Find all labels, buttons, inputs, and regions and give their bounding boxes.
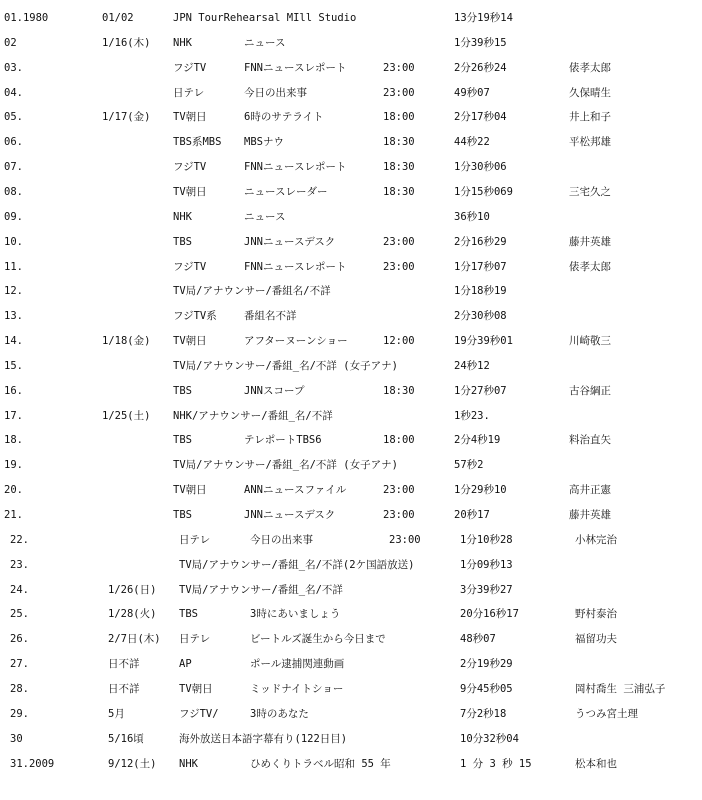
row-duration: 20秒17	[454, 509, 490, 521]
row-channel: フジTV	[173, 161, 207, 174]
table-row	[6, 702, 702, 726]
row-program: ニュース	[244, 210, 286, 223]
row-number: 07.	[4, 161, 23, 174]
row-program: ミッドナイトショー	[250, 682, 344, 695]
row-channel: TBS	[173, 384, 192, 397]
table-row	[6, 602, 702, 626]
row-duration: 13分19秒14	[454, 12, 513, 24]
row-duration: 1分15秒069	[454, 185, 513, 198]
row-duration: 24秒12	[454, 359, 490, 372]
row-number: 25.	[10, 608, 29, 621]
row-program: ビートルズ誕生から今日まで	[250, 633, 386, 646]
table-row	[0, 81, 702, 105]
table-row	[0, 428, 702, 452]
row-channel: TBS系MBS	[173, 136, 222, 149]
table-row	[0, 255, 702, 279]
table-row	[6, 553, 702, 577]
row-time: 23:00	[383, 260, 415, 273]
row-number: 11.	[4, 260, 23, 273]
row-duration: 1 分 3 秒 15	[460, 757, 532, 770]
row-number: 03.	[4, 61, 23, 74]
row-date: 2/7日(木)	[108, 633, 161, 646]
row-program: アフターヌーンショー	[244, 335, 348, 348]
row-duration: 2分30秒08	[454, 310, 507, 323]
row-date: 1/26(日)	[108, 583, 157, 596]
row-program: 6時のサテライト	[244, 111, 324, 124]
row-channel: TV朝日	[173, 185, 207, 198]
row-date: 01/02	[102, 12, 134, 24]
table-row	[0, 404, 702, 428]
row-duration: 44秒22	[454, 136, 490, 149]
row-number: 16.	[4, 384, 23, 397]
row-number: 26.	[10, 633, 29, 646]
row-duration: 36秒10	[454, 210, 490, 223]
row-program: FNNニュースレポート	[244, 260, 347, 273]
row-channel: フジTV	[173, 61, 207, 74]
row-duration: 19分39秒01	[454, 335, 513, 348]
row-announcer: 古谷綱正	[569, 384, 611, 397]
table-row	[0, 279, 702, 303]
table-row	[0, 6, 702, 30]
row-date: 5/16頃	[108, 732, 144, 745]
row-announcer: 俵孝太郎	[569, 61, 611, 74]
row-announcer: 岡村喬生 三浦弘子	[575, 682, 666, 695]
row-number: 14.	[4, 335, 23, 348]
row-channel: フジTV	[173, 260, 207, 273]
row-time: 23:00	[383, 509, 415, 521]
table-row	[0, 105, 702, 129]
row-program: ニュースレーダー	[244, 185, 328, 198]
row-duration: 1分09秒13	[460, 558, 513, 571]
row-announcer: 高井正憲	[569, 484, 611, 497]
row-number: 19.	[4, 459, 23, 472]
row-number: 05.	[4, 111, 23, 124]
row-number: 01.1980	[4, 12, 49, 24]
row-program: 番組名不詳	[244, 310, 297, 323]
row-date: 1/25(土)	[102, 409, 151, 422]
row-duration: 2分16秒29	[454, 235, 507, 248]
table-row	[6, 627, 702, 651]
table-row	[0, 31, 702, 55]
row-duration: 1分17秒07	[454, 260, 507, 273]
row-channel: TBS	[173, 509, 192, 521]
row-number: 13.	[4, 310, 23, 323]
row-number: 20.	[4, 484, 23, 497]
row-number: 22.	[10, 533, 29, 546]
row-number: 18.	[4, 434, 23, 447]
row-duration: 1分10秒28	[460, 533, 513, 546]
row-date: 1/17(金)	[102, 111, 151, 124]
row-program: ポール逮捕関連動画	[250, 658, 345, 671]
row-announcer: 料治直矢	[569, 434, 611, 447]
table-row	[6, 578, 702, 602]
row-number: 09.	[4, 210, 23, 223]
row-program: JNNニュースデスク	[244, 509, 336, 521]
row-channel: TBS	[173, 434, 192, 447]
row-number: 23.	[10, 558, 29, 571]
table-row	[0, 130, 702, 154]
row-number: 08.	[4, 185, 23, 198]
table-row	[0, 56, 702, 80]
row-program: JNNニュースデスク	[244, 235, 336, 248]
row-channel: TV朝日	[179, 682, 213, 695]
row-duration: 10分32秒04	[460, 732, 519, 745]
row-time: 23:00	[383, 86, 415, 99]
table-row	[6, 652, 702, 676]
row-time: 18:00	[383, 111, 415, 124]
row-channel: TV朝日	[173, 111, 207, 124]
row-channel: NHK	[173, 210, 192, 223]
table-row	[6, 727, 702, 751]
row-duration: 1分27秒07	[454, 384, 507, 397]
row-announcer: 野村泰治	[575, 608, 617, 621]
row-announcer: 平松邦雄	[569, 136, 611, 149]
row-announcer: 川崎敬三	[569, 335, 611, 348]
row-number: 27.	[10, 658, 29, 671]
row-channel: TV局/アナウンサー/番組_名/不詳 (女子アナ)	[173, 359, 398, 372]
row-duration: 20分16秒17	[460, 608, 519, 621]
table-row	[6, 528, 702, 552]
row-date: 日不詳	[108, 658, 140, 671]
table-row	[0, 304, 702, 328]
row-time: 23:00	[383, 235, 415, 248]
row-time: 12:00	[383, 335, 415, 348]
table-row	[0, 329, 702, 353]
table-row	[0, 205, 702, 229]
row-time: 18:00	[383, 434, 415, 447]
table-row	[0, 379, 702, 403]
row-announcer: 松本和也	[575, 757, 617, 770]
row-duration: 7分2秒18	[460, 707, 507, 720]
row-announcer: 藤井英雄	[569, 235, 611, 248]
row-channel: NHK	[173, 36, 192, 49]
row-program: ひめくりトラベル昭和 55 年	[250, 757, 391, 770]
row-date: 1/28(火)	[108, 608, 157, 621]
row-number: 28.	[10, 682, 29, 695]
row-announcer: 小林完治	[575, 533, 617, 546]
row-number: 30	[10, 732, 23, 745]
row-duration: 1分39秒15	[454, 36, 507, 49]
row-announcer: うつみ宮土理	[575, 707, 638, 720]
row-announcer: 福留功夫	[575, 633, 617, 646]
table-row	[6, 752, 702, 776]
row-program: ANNニュースファイル	[244, 484, 347, 497]
row-program: 3時のあなた	[250, 707, 309, 720]
row-duration: 2分4秒19	[454, 434, 501, 447]
table-row	[0, 503, 702, 527]
row-number: 10.	[4, 235, 23, 248]
row-channel: TBS	[179, 608, 198, 621]
row-program: ニュース	[244, 36, 286, 49]
row-date: 1/18(金)	[102, 335, 151, 348]
row-channel: TV局/アナウンサー/番組_名/不詳(2ケ国語放送)	[179, 558, 415, 571]
row-date: 5月	[108, 707, 125, 720]
row-announcer: 俵孝太郎	[569, 260, 611, 273]
row-duration: 2分19秒29	[460, 658, 513, 671]
row-time: 23:00	[383, 484, 415, 497]
row-number: 17.	[4, 409, 23, 422]
table-row	[0, 453, 702, 477]
row-number: 31.2009	[10, 757, 55, 770]
row-channel: 海外放送日本語字幕有り(122日目)	[179, 732, 348, 745]
row-program: 今日の出来事	[244, 86, 307, 99]
row-program: MBSナウ	[244, 136, 284, 149]
row-channel: TV朝日	[173, 484, 207, 497]
row-duration: 2分17秒04	[454, 111, 507, 124]
row-number: 02	[4, 36, 17, 49]
row-channel: フジTV系	[173, 310, 217, 323]
row-program: FNNニュースレポート	[244, 61, 347, 74]
row-number: 06.	[4, 136, 23, 149]
row-number: 15.	[4, 359, 23, 372]
row-announcer: 久保晴生	[569, 86, 611, 99]
row-time: 23:00	[383, 61, 415, 74]
row-program: 今日の出来事	[250, 533, 313, 546]
row-duration: 49秒07	[454, 86, 490, 99]
table-row	[6, 677, 702, 701]
row-program: FNNニュースレポート	[244, 161, 347, 174]
row-program: 3時にあいましょう	[250, 608, 341, 621]
row-number: 24.	[10, 583, 29, 596]
row-time: 18:30	[383, 185, 415, 198]
row-channel: TV局/アナウンサー/番組_名/不詳	[179, 583, 343, 596]
row-channel: TV局/アナウンサー/番組名/不詳	[173, 285, 331, 298]
table-row	[0, 354, 702, 378]
row-program: JNNスコープ	[244, 384, 305, 397]
row-time: 23:00	[389, 533, 421, 546]
row-channel: 日テレ	[179, 533, 211, 546]
row-time: 18:30	[383, 384, 415, 397]
table-row	[0, 230, 702, 254]
row-announcer: 井上和子	[569, 111, 611, 124]
row-duration: 3分39秒27	[460, 583, 513, 596]
row-duration: 1秒23.	[454, 409, 490, 422]
row-channel: AP	[179, 658, 192, 671]
row-announcer: 藤井英雄	[569, 509, 611, 521]
row-duration: 1分29秒10	[454, 484, 507, 497]
row-channel: TV局/アナウンサー/番組_名/不詳 (女子アナ)	[173, 459, 398, 472]
row-date: 1/16(木)	[102, 36, 151, 49]
row-duration: 1分30秒06	[454, 161, 507, 174]
table-row	[0, 478, 702, 502]
row-duration: 9分45秒05	[460, 682, 513, 695]
row-channel: TBS	[173, 235, 192, 248]
row-duration: 48秒07	[460, 633, 496, 646]
row-number: 29.	[10, 707, 29, 720]
row-duration: 1分18秒19	[454, 285, 507, 298]
row-duration: 2分26秒24	[454, 61, 507, 74]
row-number: 04.	[4, 86, 23, 99]
row-announcer: 三宅久之	[569, 185, 611, 198]
row-date: 9/12(土)	[108, 757, 157, 770]
row-number: 21.	[4, 509, 23, 521]
row-time: 18:30	[383, 161, 415, 174]
row-time: 18:30	[383, 136, 415, 149]
row-channel: TV朝日	[173, 335, 207, 348]
row-channel: JPN TourRehearsal MIll Studio	[173, 12, 357, 24]
row-channel: NHK	[179, 757, 198, 770]
row-channel: フジTV/	[179, 707, 219, 720]
table-row	[0, 180, 702, 204]
row-date: 日不詳	[108, 682, 140, 695]
row-channel: 日テレ	[179, 633, 211, 646]
row-channel: 日テレ	[173, 86, 205, 99]
row-number: 12.	[4, 285, 23, 298]
row-channel: NHK/アナウンサー/番組_名/不詳	[173, 409, 333, 422]
table-row	[0, 155, 702, 179]
row-program: テレポートTBS6	[244, 434, 322, 447]
row-duration: 57秒2	[454, 459, 484, 472]
